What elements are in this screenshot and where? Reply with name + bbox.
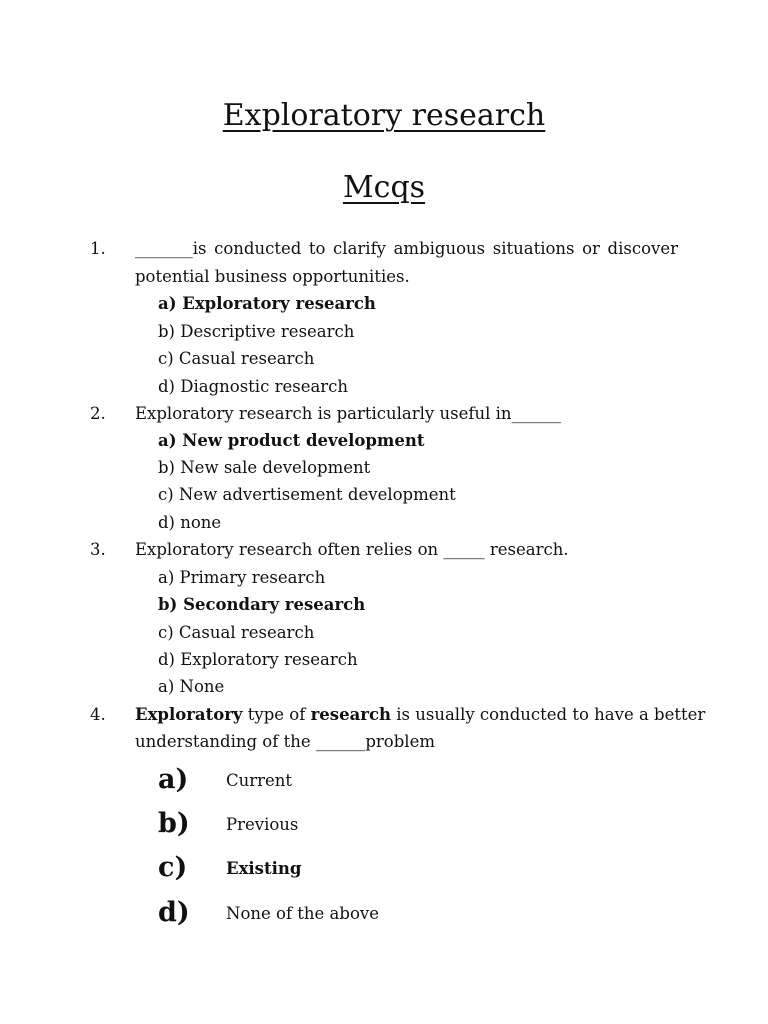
question-1-text-line-2: potential business opportunities.: [135, 267, 410, 286]
question-4-option-a-letter: a): [158, 764, 189, 795]
question-2-option-b: b) New sale development: [158, 458, 371, 477]
question-3-option-e: a) None: [158, 677, 225, 696]
question-4-option-c-text: Existing: [226, 859, 302, 878]
question-3-option-a: a) Primary research: [158, 568, 326, 587]
question-4-option-d-letter: d): [158, 897, 190, 928]
page-title: Exploratory research: [222, 98, 546, 133]
question-1-option-d: d) Diagnostic research: [158, 377, 349, 396]
question-4-text-segment-2: is usually conducted to have a better: [391, 705, 706, 724]
question-1-option-b: b) Descriptive research: [158, 322, 355, 341]
question-2-number: 2.: [90, 404, 106, 423]
question-2-text: Exploratory research is particularly useful in______: [135, 404, 562, 423]
question-4-text-segment-1: type of: [242, 705, 311, 724]
question-1-option-a: a) Exploratory research: [158, 294, 376, 313]
question-3-option-d: d) Exploratory research: [158, 650, 358, 669]
question-2-option-a: a) New product development: [158, 431, 425, 450]
question-4-number: 4.: [90, 705, 106, 724]
question-1-text-line-1: _______is conducted to clarify ambiguous situations or discover: [135, 239, 678, 258]
question-4-option-b-text: Previous: [226, 815, 299, 834]
question-4-option-b-letter: b): [158, 808, 190, 839]
question-4-text-line-1: [135, 705, 706, 725]
question-2-option-c: c) New advertisement development: [158, 485, 456, 504]
question-3-option-c: c) Casual research: [158, 623, 315, 642]
question-4-text-line-2: understanding of the ______problem: [135, 732, 435, 751]
question-3-option-b: b) Secondary research: [158, 595, 366, 614]
question-4-word-group-1: [135, 705, 391, 725]
question-4-option-d-text: None of the above: [226, 904, 379, 923]
page-subtitle: Mcqs: [342, 170, 426, 205]
question-4-option-c-letter: c): [158, 852, 188, 883]
question-4-bold-word-2: research: [310, 705, 391, 724]
question-4-bold-word-1: Exploratory: [135, 705, 243, 724]
question-2-option-d: d) none: [158, 513, 222, 532]
question-3-number: 3.: [90, 540, 106, 559]
question-3-text: Exploratory research often relies on _____ research.: [135, 540, 569, 559]
question-4-option-a-text: Current: [226, 771, 293, 790]
question-1-number: 1.: [90, 239, 106, 258]
question-1-option-c: c) Casual research: [158, 349, 315, 368]
